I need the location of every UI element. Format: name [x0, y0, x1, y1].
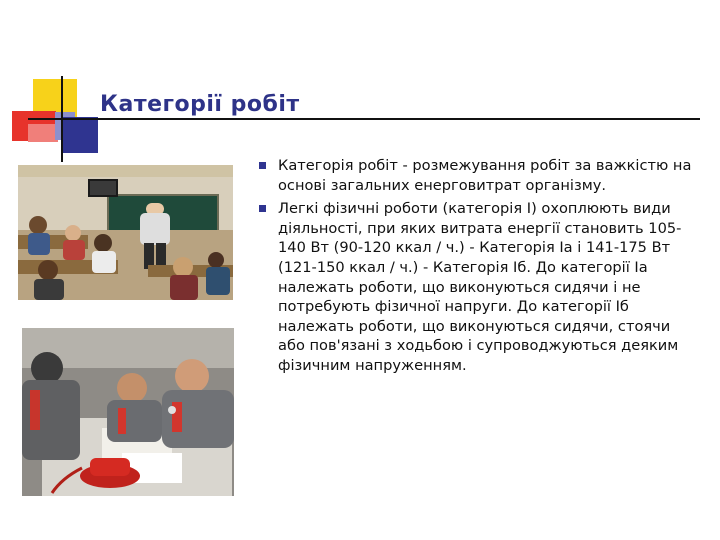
bullet-list [258, 156, 698, 380]
title-divider-line [28, 118, 700, 120]
slide-title: Категорії робіт [100, 92, 300, 117]
square-bullet-icon [259, 162, 266, 169]
bullet-item [258, 156, 698, 195]
decor-blue-square [62, 117, 98, 153]
classroom-photo [18, 165, 233, 300]
square-bullet-icon [259, 205, 266, 212]
bullet-text: Категорія робіт - розмежування робіт за важкістю на основі загальних енерговитрат організму. [278, 157, 692, 194]
workers-photo [22, 328, 234, 496]
decor-red-fade-square [28, 124, 58, 142]
bullet-text: Легкі фізичні роботи (категорія I) охоплюють види діяльності, при яких витрата енергії становить 105-140 Вт (90-120 ккал / ч.) - Категорія Iа і 141-175 Вт (121-150 ккал / ч.) - Категорія Iб. До категорії Iа належать роботи, що виконуються сидячи і не потребують фізичної напруги. До категорії Iб належать роботи, що виконуються сидячи, стоячи або пов'язані з ходьбою і супроводжуються деяким фізичним напруженням. [278, 200, 682, 374]
bullet-item [258, 199, 698, 375]
